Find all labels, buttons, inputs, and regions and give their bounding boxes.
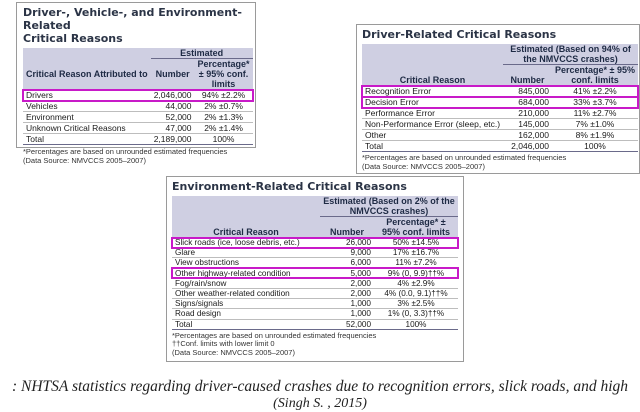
table-row-total	[362, 141, 638, 152]
row-percent: 3% ±2.5%	[397, 299, 435, 309]
row-number: 6,000	[350, 258, 371, 268]
col-percent-header: Percentage* ± 95% conf. limits	[555, 65, 635, 85]
row-number: 2,046,000	[511, 141, 549, 151]
footnote-conf-limits: ††Conf. limits with lower limit 0	[172, 339, 275, 349]
driver-vehicle-table	[23, 48, 253, 145]
footnote: *Percentages are based on unrounded estimated frequencies	[362, 153, 567, 162]
title-line-2: Critical Reasons	[23, 32, 123, 45]
col-reason-header: Critical Reason Attributed to	[26, 68, 148, 79]
environment-related-panel	[166, 176, 464, 362]
row-reason: Decision Error	[365, 97, 419, 107]
row-reason: Signs/signals	[175, 299, 224, 309]
driver-related-table	[362, 44, 638, 152]
table-row-recognition-error	[362, 86, 638, 97]
row-reason: Road design	[175, 309, 221, 319]
col-number-header: Number	[155, 69, 190, 79]
row-number: 145,000	[518, 119, 549, 129]
col-reason-header: Critical Reason	[399, 75, 466, 85]
row-percent: 8% ±1.9%	[575, 130, 615, 140]
col-percent-header: Percentage* ± 95% conf. limits	[197, 59, 250, 89]
row-percent: 94% ±2.2%	[201, 90, 246, 100]
row-percent: 2% ±0.7%	[204, 101, 243, 111]
footnote: *Percentages are based on unrounded estimated frequencies	[23, 147, 228, 156]
row-percent: 7% ±1.0%	[575, 119, 615, 129]
table-row	[172, 248, 458, 258]
table-row	[362, 119, 638, 130]
row-reason: Fog/rain/snow	[175, 278, 227, 288]
table-row-total	[172, 319, 458, 329]
row-reason: Glare	[175, 248, 196, 258]
row-number: 210,000	[518, 108, 549, 118]
row-percent: 17% ±16.7%	[392, 248, 440, 258]
row-number: 2,046,000	[153, 90, 192, 100]
table-row-slick-roads	[172, 238, 458, 248]
table-row	[172, 258, 458, 268]
header-group: Estimated (Based on 2% of the NMVCCS crashes)	[320, 196, 458, 217]
table-row	[23, 123, 253, 134]
table-row	[362, 108, 638, 119]
table-row	[172, 299, 458, 309]
table-row-total	[23, 134, 253, 145]
col-reason-header: Critical Reason	[213, 227, 279, 237]
row-percent: 2% ±1.3%	[204, 112, 243, 122]
data-source: (Data Source: NMVCCS 2005–2007)	[172, 347, 295, 357]
table-row-other-highway	[172, 268, 458, 278]
table-row	[172, 289, 458, 299]
footnote: *Percentages are based on unrounded estimated frequencies	[172, 330, 377, 340]
table-row	[172, 309, 458, 319]
row-reason: Total	[365, 141, 383, 151]
row-percent: 100%	[212, 134, 235, 144]
row-number: 52,000	[345, 319, 371, 329]
row-reason: Vehicles	[26, 101, 58, 111]
row-reason: Drivers	[26, 90, 53, 100]
col-percent-header: Percentage* ± 95% conf. limits	[381, 217, 451, 237]
row-number: 52,000	[165, 112, 192, 122]
col-number-header: Number	[510, 75, 545, 85]
figure-citation: (Singh S. , 2015)	[273, 396, 367, 411]
row-percent: 2% ±1.4%	[204, 123, 243, 133]
row-reason: Other highway-related condition	[175, 268, 291, 278]
table-row-drivers	[23, 90, 253, 101]
row-percent: 100%	[584, 141, 606, 151]
row-percent: 50% ±14.5%	[392, 238, 440, 247]
row-percent: 4% (0.0, 9.1)††%	[384, 289, 448, 299]
title-line-1: Driver-, Vehicle-, and Environment-Related	[23, 6, 242, 32]
row-number: 684,000	[518, 97, 549, 107]
row-number: 1,000	[350, 299, 371, 309]
driver-vehicle-environment-panel	[16, 2, 256, 165]
row-reason: Other	[365, 130, 387, 140]
table-row	[172, 278, 458, 288]
environment-related-table	[172, 196, 458, 330]
row-reason: Environment	[26, 112, 74, 122]
row-percent: 41% ±2.2%	[573, 86, 617, 96]
row-percent: 9% (0, 9.9)††%	[387, 268, 445, 278]
row-number: 5,000	[350, 268, 371, 278]
data-source: (Data Source: NMVCCS 2005–2007)	[362, 161, 485, 171]
row-percent: 1% (0, 3.3)††%	[387, 309, 445, 319]
figure-caption: : NHTSA statistics regarding driver-caused crashes due to recognition errors, slick roads, and high	[11, 378, 629, 395]
row-reason: Recognition Error	[365, 86, 432, 96]
table-row	[362, 130, 638, 141]
row-number: 162,000	[518, 130, 549, 140]
row-reason: Performance Error	[365, 108, 435, 118]
row-reason: Total	[26, 134, 44, 144]
row-percent: 11% ±7.2%	[395, 258, 437, 268]
header-blank	[23, 48, 151, 59]
row-reason: Slick roads (ice, loose debris, etc.)	[175, 238, 300, 247]
header-group: Estimated (Based on 94% of the NMVCCS crashes)	[503, 44, 638, 65]
panel-title: Environment-Related Critical Reasons	[172, 180, 407, 193]
row-reason: Non-Performance Error (sleep, etc.)	[365, 119, 501, 129]
row-number: 1,000	[350, 309, 371, 319]
row-reason: Other weather-related condition	[175, 289, 290, 299]
row-percent: 33% ±3.7%	[573, 97, 617, 107]
row-reason: Total	[175, 319, 193, 329]
row-number: 9,000	[350, 248, 371, 258]
row-reason: View obstructions	[175, 258, 240, 268]
header-group: Estimated	[151, 48, 253, 59]
row-percent: 4% ±2.9%	[397, 278, 435, 288]
driver-related-panel	[356, 24, 640, 174]
table-row	[23, 101, 253, 112]
table-row	[23, 112, 253, 123]
row-number: 2,000	[350, 278, 371, 288]
row-number: 2,000	[350, 289, 371, 299]
row-number: 47,000	[165, 123, 192, 133]
header-blank	[172, 196, 320, 217]
panel-title	[23, 6, 249, 45]
row-reason: Unknown Critical Reasons	[26, 123, 126, 133]
header-blank	[362, 44, 503, 65]
row-number: 845,000	[518, 86, 549, 96]
data-source: (Data Source: NMVCCS 2005–2007)	[23, 155, 146, 165]
row-number: 44,000	[165, 101, 192, 111]
row-percent: 100%	[405, 319, 427, 329]
row-percent: 11% ±2.7%	[573, 108, 617, 118]
table-row-decision-error	[362, 97, 638, 108]
panel-title: Driver-Related Critical Reasons	[362, 28, 557, 41]
row-number: 26,000	[345, 238, 371, 247]
row-number: 2,189,000	[153, 134, 192, 144]
col-number-header: Number	[329, 227, 364, 237]
